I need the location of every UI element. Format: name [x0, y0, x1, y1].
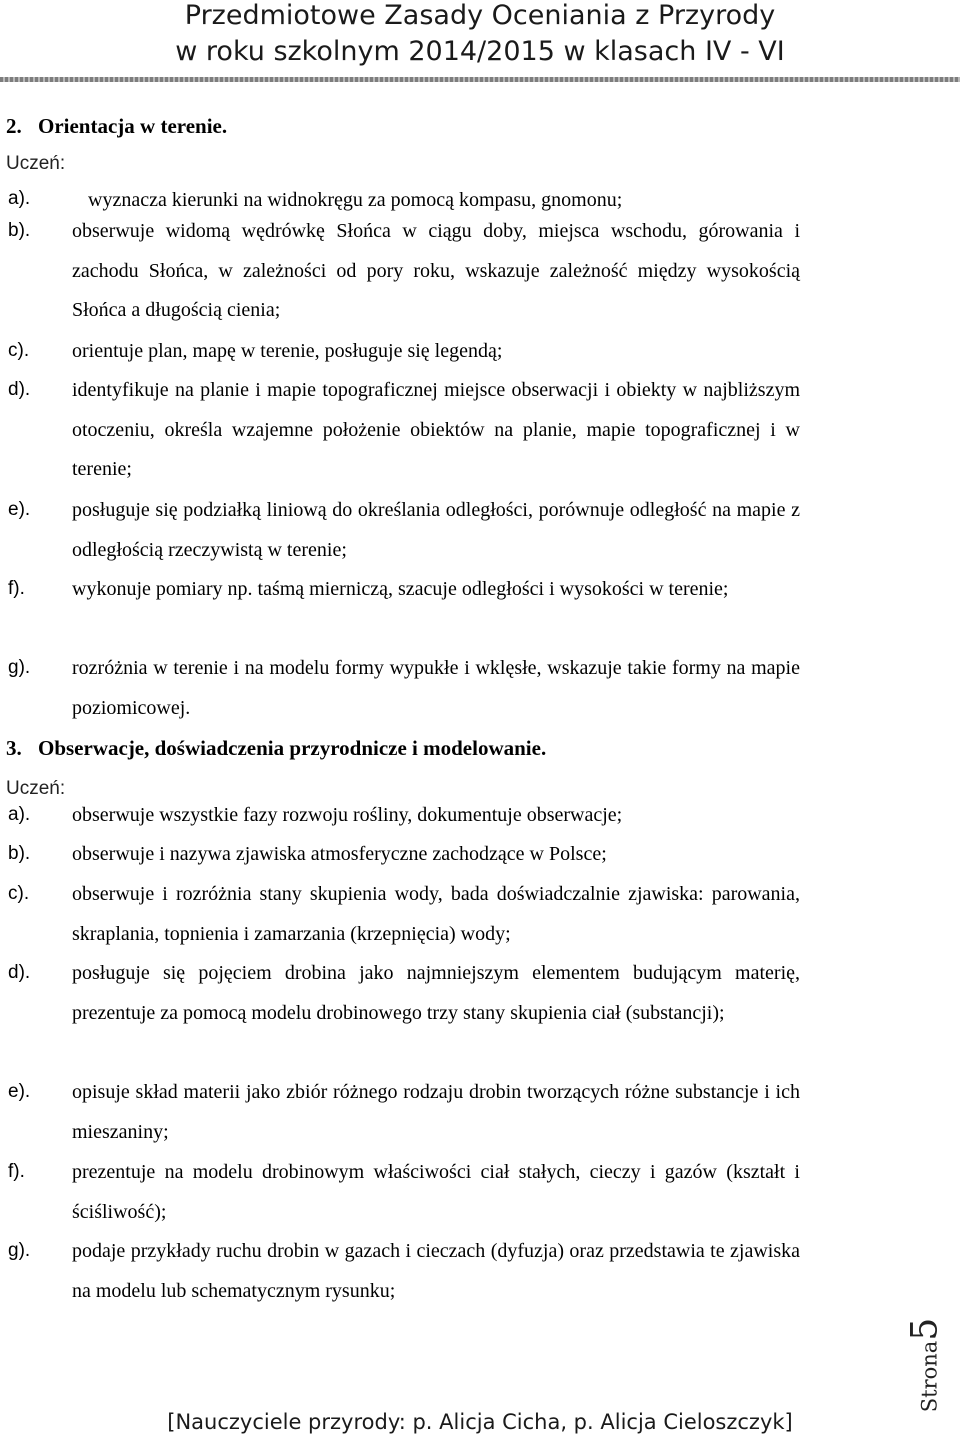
section-number: 2.: [6, 114, 22, 138]
section-title: Obserwacje, doświadczenia przyrodnicze i modelowanie.: [38, 736, 547, 760]
item-text: posługuje się pojęciem drobina jako najmniejszym elementem budującym materię, prezentuje za pomocą modelu drobinowego trzy stany skupienia ciał (substancji);: [72, 962, 800, 1024]
item-text: opisuje skład materii jako zbiór różnego rodzaju drobin tworzących różne substancje i ich mieszaniny;: [72, 1081, 800, 1143]
item-text: posługuje się podziałką liniową do określania odległości, porównuje odległość na mapie z odległością rzeczywistą w terenie;: [72, 499, 800, 561]
item-letter: d).: [8, 379, 31, 400]
uczen-label: Uczeń:: [6, 778, 66, 799]
footer-authors: [Nauczyciele przyrody: p. Alicja Cicha, p. Alicja Cieloszczyk]: [167, 1410, 793, 1434]
item-letter: b).: [8, 843, 31, 864]
item-letter: d).: [8, 962, 31, 983]
item-letter: f).: [8, 1161, 25, 1182]
header-title-line-1: Przedmiotowe Zasady Oceniania z Przyrody: [184, 0, 776, 31]
item-text: wykonuje pomiary np. taśmą mierniczą, szacuje odległości i wysokości w terenie;: [72, 578, 729, 600]
header-title-line-2: w roku szkolnym 2014/2015 w klasach IV - VI: [175, 36, 785, 67]
item-text: obserwuje i rozróżnia stany skupienia wody, bada doświadczalnie zjawiska: parowania, skraplania, topnienia i zamarzania (krzepnięcia) wody;: [72, 883, 800, 945]
item-letter: g).: [8, 1240, 31, 1261]
item-letter: f).: [8, 578, 25, 599]
item-text: identyfikuje na planie i mapie topograficznej miejsce obserwacji i obiekty w najbliższym otoczeniu, określa wzajemne położenie obiektów na planie, mapie topograficznej i w terenie;: [72, 379, 800, 480]
item-text: wyznacza kierunki na widnokręgu za pomocą kompasu, gnomonu;: [88, 189, 623, 211]
uczen-label: Uczeń:: [6, 153, 66, 174]
item-letter: a).: [8, 804, 31, 825]
item-text: podaje przykłady ruchu drobin w gazach i cieczach (dyfuzja) oraz przedstawia te zjawiska na modelu lub schematycznym rysunku;: [72, 1240, 800, 1302]
item-text: obserwuje wszystkie fazy rozwoju rośliny, dokumentuje obserwacje;: [72, 804, 623, 826]
item-text: obserwuje i nazywa zjawiska atmosferyczne zachodzące w Polsce;: [72, 843, 607, 865]
item-letter: e).: [8, 499, 31, 520]
page-number: 5: [904, 1317, 946, 1341]
item-text: obserwuje widomą wędrówkę Słońca w ciągu doby, miejsca wschodu, górowania i zachodu Słońca, w zależności od pory roku, wskazuje zależność między wysokością Słońca a długością cienia;: [72, 220, 800, 321]
section-title: Orientacja w terenie.: [38, 114, 228, 138]
item-text: rozróżnia w terenie i na modelu formy wypukłe i wklęsłe, wskazuje takie formy na mapie poziomicowej.: [72, 657, 800, 719]
item-letter: c).: [8, 340, 30, 361]
item-text: orientuje plan, mapę w terenie, posługuje się legendą;: [72, 340, 503, 362]
item-letter: a).: [8, 188, 31, 209]
item-letter: g).: [8, 657, 31, 678]
section-heading: [6, 735, 546, 761]
section-heading: [6, 113, 227, 139]
section-number: 3.: [6, 736, 22, 760]
page-label: Strona: [917, 1340, 942, 1413]
item-text: prezentuje na modelu drobinowym właściwości ciał stałych, cieczy i gazów (kształt i ściśliwość);: [72, 1161, 800, 1223]
header-divider: [0, 77, 960, 82]
item-letter: c).: [8, 883, 30, 904]
item-letter: b).: [8, 220, 31, 241]
item-letter: e).: [8, 1081, 31, 1102]
